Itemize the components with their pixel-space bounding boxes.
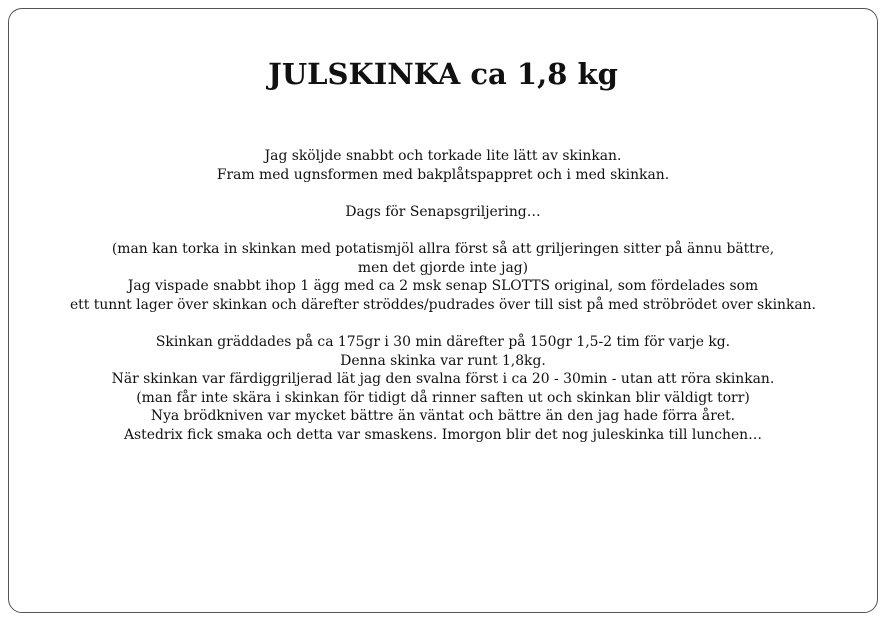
body-line: Fram med ugnsformen med bakplåtspappret och i med skinkan. — [216, 166, 670, 183]
body-line: (man får inte skära i skinkan för tidigt då rinner saften ut och skinkan blir väldigt torr) — [136, 389, 750, 406]
body-line: Nya brödkniven var mycket bättre än väntat och bättre än den jag hade förra året. — [150, 408, 736, 425]
paragraph-spacer — [9, 221, 877, 240]
body-line: (man kan torka in skinkan med potatismjöl allra först så att griljeringen sitter på ännu bättre, — [111, 240, 775, 257]
body-line: Astedrix fick smaka och detta var smaskens. Imorgon blir det nog juleskinka till lunchen… — [123, 426, 763, 443]
body-line: Jag sköljde snabbt och torkade lite lätt av skinkan. — [264, 148, 622, 164]
paragraph-spacer — [9, 314, 877, 333]
paragraph-spacer — [9, 184, 877, 203]
body-line: Denna skinka var runt 1,8kg. — [340, 352, 546, 369]
body-line: men det gjorde inte jag) — [357, 259, 529, 276]
body-line: Skinkan gräddades på ca 175gr i 30 min därefter på 150gr 1,5-2 tim för varje kg. — [155, 333, 731, 350]
recipe-title: JULSKINKA ca 1,8 kg — [268, 57, 618, 91]
body-line: När skinkan var färdiggriljerad lät jag den svalna först i ca 20 - 30min - utan att röra skinkan. — [111, 371, 775, 388]
body-line: Jag vispade snabbt ihop 1 ägg med ca 2 msk senap SLOTTS original, som fördelades som — [127, 278, 759, 295]
slide-frame — [8, 8, 878, 613]
body-line: ett tunnt lager över skinkan och därefter ströddes/pudrades över till sist på med ströbrödet over skinkan. — [69, 296, 817, 313]
body-line: Dags för Senapsgriljering… — [345, 203, 541, 220]
recipe-body — [9, 147, 877, 445]
